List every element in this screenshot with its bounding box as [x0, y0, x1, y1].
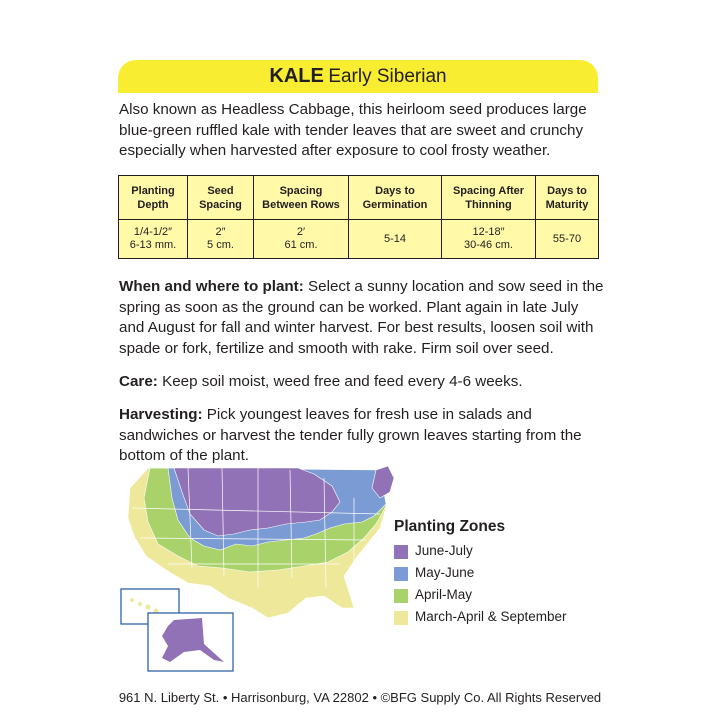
care-label: Care: [119, 373, 158, 390]
title-variety: Early Siberian [328, 66, 447, 87]
cell-maturity: 55-70 [536, 220, 599, 259]
planting-zones-legend [394, 518, 594, 628]
cell-germination: 5-14 [349, 220, 442, 259]
title-main: KALE [269, 65, 324, 87]
harvest-text: Pick youngest leaves for fresh use in salads and sandwiches or harvest the tender fully grown leaves starting from the bottom of the plant. [119, 406, 582, 464]
legend-swatch [394, 567, 408, 581]
legend-item-april-may: April-May [394, 584, 594, 606]
header-spacing-between-rows: Spacing Between Rows [254, 176, 349, 220]
legend-item-march-april-september: March-April & September [394, 606, 594, 628]
intro-paragraph: Also known as Headless Cabbage, this heirloom seed produces large blue-green ruffled kale with tender leaves that are sweet and crunchy especially when harvested after exposure to cool frosty weather. [119, 101, 587, 159]
title-bar [118, 60, 598, 93]
care-text: Keep soil moist, weed free and feed every 4-6 weeks. [157, 373, 523, 390]
cell-seed-spacing: 2″ 5 cm. [188, 220, 254, 259]
when-where-paragraph [119, 277, 605, 359]
header-planting-depth: Planting Depth [119, 176, 188, 220]
legend-item-may-june: May-June [394, 562, 594, 584]
planting-zone-map [118, 458, 428, 673]
cell-thinning-spacing: 12-18″ 30-46 cm. [442, 220, 536, 259]
header-seed-spacing: Seed Spacing [188, 176, 254, 220]
legend-swatch [394, 589, 408, 603]
legend-item-june-july: June-July [394, 540, 594, 562]
when-label: When and where to plant: [119, 278, 304, 295]
when-text: Select a sunny location and sow seed in the spring as soon as the ground can be worked. Plant again in late July and August for fall and winter harvest. For best results, loosen soil with spade or fork, fertilize and smooth with rake. Firm soil over seed. [119, 278, 604, 357]
cell-planting-depth: 1/4-1/2″ 6-13 mm. [119, 220, 188, 259]
harvest-label: Harvesting: [119, 406, 203, 423]
header-spacing-after-thinning: Spacing After Thinning [442, 176, 536, 220]
care-paragraph [119, 372, 605, 393]
footer-address: 961 N. Liberty St. • Harrisonburg, VA 22802 • ©BFG Supply Co. All Rights Reserved [118, 690, 602, 705]
legend-swatch [394, 611, 408, 625]
legend-title: Planting Zones [394, 518, 506, 535]
header-days-to-germination: Days to Germination [349, 176, 442, 220]
planting-specs-table [118, 175, 599, 259]
legend-swatch [394, 545, 408, 559]
table-row [119, 220, 599, 259]
cell-row-spacing: 2′ 61 cm. [254, 220, 349, 259]
table-header-row [119, 176, 599, 220]
header-days-to-maturity: Days to Maturity [536, 176, 599, 220]
